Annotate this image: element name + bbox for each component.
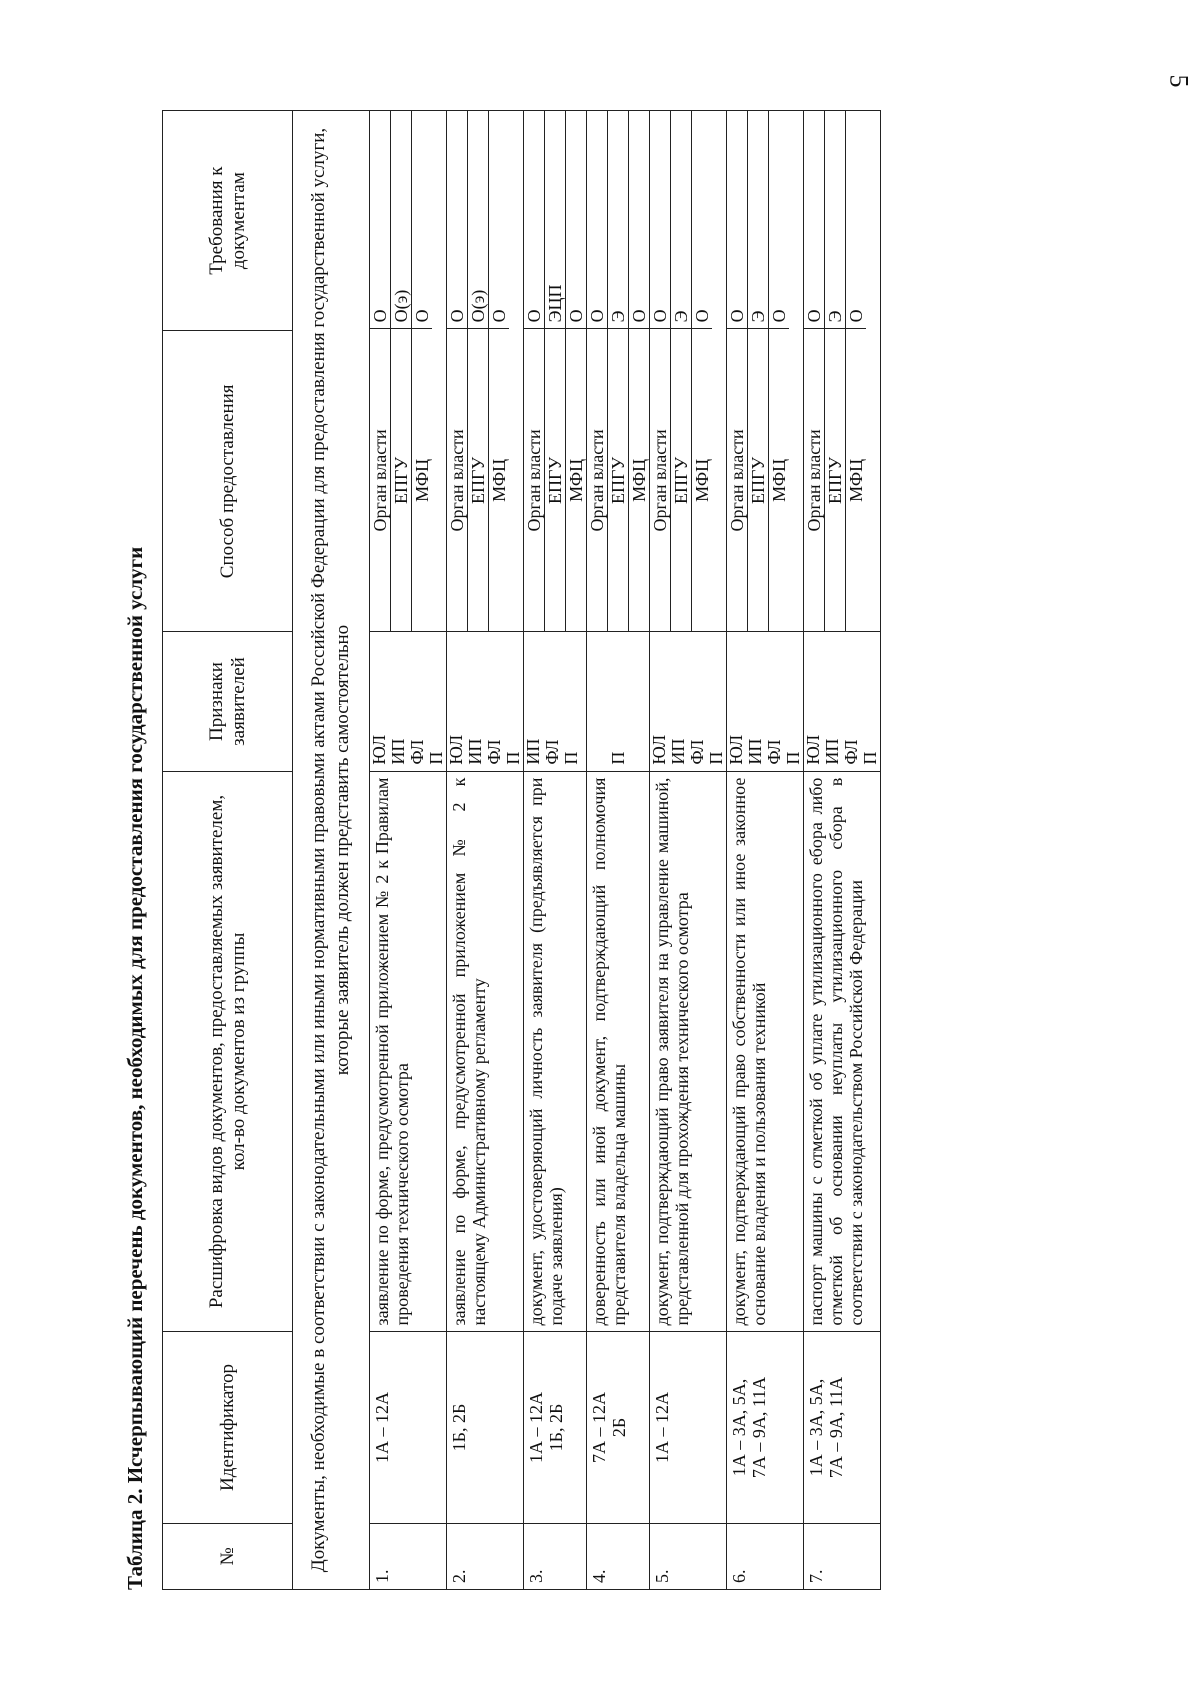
way-requirement: О — [769, 111, 790, 329]
row-identifier — [447, 1332, 524, 1523]
applicant-sign: П — [706, 751, 726, 765]
table-row — [804, 111, 881, 1590]
ways-subtable — [650, 111, 712, 631]
identifier-line: 1А – 12А — [652, 1391, 672, 1463]
row-number: 3. — [524, 1523, 587, 1589]
row-ways — [447, 111, 524, 632]
row-ways — [650, 111, 727, 632]
applicant-sign: ЮЛ — [726, 734, 746, 765]
row-applicant-signs — [587, 632, 650, 771]
applicant-sign: ИП — [388, 738, 408, 765]
applicant-sign: П — [860, 751, 880, 765]
way-row — [608, 111, 629, 631]
row-number: 2. — [447, 1523, 524, 1589]
way-requirement: О — [587, 111, 608, 329]
way-row — [447, 111, 468, 631]
header-req: Требования к документам — [163, 111, 293, 331]
way-row — [825, 111, 846, 631]
way-method: Орган власти — [524, 429, 544, 532]
way-method: ЕПГУ — [391, 329, 412, 632]
way-requirement: О — [412, 111, 433, 329]
applicant-sign: ЮЛ — [369, 734, 389, 765]
ways-subtable — [727, 111, 789, 631]
way-requirement: О — [489, 111, 510, 329]
applicant-sign: ИП — [668, 738, 688, 765]
way-method: МФЦ — [566, 329, 587, 632]
header-id: Идентификатор — [163, 1332, 293, 1523]
applicant-sign: П — [426, 751, 446, 765]
way-row — [489, 111, 510, 631]
applicant-sign: ЮЛ — [803, 734, 823, 765]
way-method: ЕПГУ — [468, 329, 489, 632]
identifier-line: 1Б, 2Б — [449, 1403, 469, 1452]
way-requirement: О — [650, 111, 671, 329]
applicant-sign: ИП — [465, 738, 485, 765]
identifier-line: 1А – 12А — [372, 1391, 392, 1463]
way-row — [391, 111, 412, 631]
row-identifier — [727, 1332, 804, 1523]
way-requirement: О — [846, 111, 867, 329]
way-requirement: О — [524, 111, 545, 329]
applicant-sign: ИП — [822, 738, 842, 765]
table-row — [524, 111, 587, 1590]
row-description: паспорт машины с отметкой об уплате утилизационного ебора либо отметкой об основании неуплаты утилизационного сбора в соответствии с законодательством Российской Федерации — [804, 771, 881, 1332]
applicant-sign: ИП — [523, 738, 543, 765]
identifier-line: 1А – 3А, 5А, — [806, 1378, 826, 1477]
header-way: Способ предоставления — [163, 331, 293, 632]
row-number: 5. — [650, 1523, 727, 1589]
way-method: ЕПГУ — [671, 329, 692, 632]
way-row — [769, 111, 790, 631]
way-row — [370, 111, 391, 631]
page-number: 5 — [1164, 74, 1194, 88]
way-requirement: О — [447, 111, 468, 329]
table-row — [727, 111, 804, 1590]
row-applicant-signs — [370, 632, 447, 771]
way-method: ЕПГУ — [748, 329, 769, 632]
table-row — [650, 111, 727, 1590]
way-row — [846, 111, 867, 631]
documents-table — [162, 110, 881, 1590]
applicant-sign: ФЛ — [841, 739, 861, 765]
identifier-line: 7А – 9А, 11А — [826, 1376, 846, 1479]
header-signs: Признаки заявителей — [163, 632, 293, 771]
row-applicant-signs — [447, 632, 524, 771]
identifier-line: 2Б — [609, 1417, 629, 1438]
way-row — [727, 111, 748, 631]
way-requirement: О — [370, 111, 391, 329]
way-method: Орган власти — [804, 429, 824, 532]
row-ways — [587, 111, 650, 632]
section-row — [293, 111, 370, 1590]
way-row — [671, 111, 692, 631]
row-description: документ, удостоверяющий личность заявителя (предъявляется при подаче заявления) — [524, 771, 587, 1332]
way-method: Орган власти — [650, 429, 670, 532]
way-requirement: Э — [825, 111, 846, 329]
section-title: Документы, необходимые в соответствии с законодательными или иными нормативными правовыми актами Российской Федерации для предоставления государственной услуги, которые заявитель должен представить самостоятельно — [293, 111, 370, 1590]
applicant-sign: П — [561, 751, 581, 765]
way-row — [468, 111, 489, 631]
way-requirement: О — [629, 111, 650, 329]
row-applicant-signs — [524, 632, 587, 771]
way-requirement: О(э) — [468, 111, 489, 329]
way-row — [545, 111, 566, 631]
way-method: МФЦ — [489, 329, 510, 632]
identifier-line: 1Б, 2Б — [546, 1403, 566, 1452]
identifier-line: 1А – 3А, 5А, — [729, 1378, 749, 1477]
way-method: ЕПГУ — [825, 329, 846, 632]
applicant-sign: П — [607, 751, 628, 765]
way-method: Орган власти — [727, 429, 747, 532]
ways-subtable — [447, 111, 509, 631]
header-num: № — [163, 1523, 293, 1589]
way-method: Орган власти — [447, 429, 467, 532]
row-ways — [727, 111, 804, 632]
identifier-line: 1А – 12А — [526, 1391, 546, 1463]
row-number: 1. — [370, 1523, 447, 1589]
row-number: 4. — [587, 1523, 650, 1589]
way-row — [587, 111, 608, 631]
way-method: ЕПГУ — [608, 329, 629, 632]
ways-subtable — [370, 111, 432, 631]
row-ways — [524, 111, 587, 632]
applicant-sign: ФЛ — [764, 739, 784, 765]
applicant-sign: ФЛ — [484, 739, 504, 765]
way-method: МФЦ — [692, 329, 713, 632]
row-identifier — [650, 1332, 727, 1523]
row-applicant-signs — [804, 632, 881, 771]
way-requirement: ЭЦП — [545, 111, 566, 329]
row-identifier — [370, 1332, 447, 1523]
applicant-sign: ЮЛ — [446, 734, 466, 765]
row-identifier — [587, 1332, 650, 1523]
way-requirement: О — [804, 111, 825, 329]
way-row — [629, 111, 650, 631]
way-method: Орган власти — [370, 429, 390, 532]
row-description: документ, подтверждающий право собственности или иное законное основание владения и пользования техникой — [727, 771, 804, 1332]
way-requirement: Э — [671, 111, 692, 329]
table-row — [370, 111, 447, 1590]
way-row — [692, 111, 713, 631]
way-requirement: О — [727, 111, 748, 329]
way-requirement: О — [566, 111, 587, 329]
applicant-sign: ЮЛ — [649, 734, 669, 765]
applicant-sign: ФЛ — [407, 739, 427, 765]
applicant-sign: П — [503, 751, 523, 765]
identifier-line: 7А – 12А — [589, 1391, 609, 1463]
identifier-line: 7А – 9А, 11А — [749, 1376, 769, 1479]
table-title: Таблица 2. Исчерпывающий перечень документов, необходимых для предоставления государственной услуги — [123, 546, 147, 1590]
table-header-row — [163, 111, 293, 1590]
way-requirement: Э — [608, 111, 629, 329]
row-identifier — [524, 1332, 587, 1523]
table-row — [447, 111, 524, 1590]
way-row — [566, 111, 587, 631]
row-number: 7. — [804, 1523, 881, 1589]
ways-subtable — [804, 111, 866, 631]
way-requirement: Э — [748, 111, 769, 329]
row-number: 6. — [727, 1523, 804, 1589]
way-row — [804, 111, 825, 631]
rotated-page-content — [120, 80, 1120, 1590]
way-row — [650, 111, 671, 631]
row-description: заявление по форме, предусмотренной приложением № 2 к настоящему Административному регламенту — [447, 771, 524, 1332]
way-requirement: О(э) — [391, 111, 412, 329]
applicant-sign: ФЛ — [542, 739, 562, 765]
applicant-sign: П — [783, 751, 803, 765]
row-identifier — [804, 1332, 881, 1523]
way-method: МФЦ — [412, 329, 433, 632]
way-row — [412, 111, 433, 631]
ways-subtable — [587, 111, 649, 631]
row-description: документ, подтверждающий право заявителя на управление машиной, представленной для прохождения технического осмотра — [650, 771, 727, 1332]
applicant-sign: ИП — [745, 738, 765, 765]
row-description: заявление по форме, предусмотренной приложением № 2 к Правилам проведения технического осмотра — [370, 771, 447, 1332]
row-ways — [804, 111, 881, 632]
way-requirement: О — [692, 111, 713, 329]
way-row — [524, 111, 545, 631]
header-desc: Расшифровка видов документов, предоставляемых заявителем, кол-во документов из группы — [163, 771, 293, 1332]
way-method: Орган власти — [587, 429, 607, 532]
row-applicant-signs — [650, 632, 727, 771]
row-ways — [370, 111, 447, 632]
ways-subtable — [524, 111, 586, 631]
way-row — [748, 111, 769, 631]
table-row — [587, 111, 650, 1590]
applicant-sign: ФЛ — [687, 739, 707, 765]
way-method: ЕПГУ — [545, 329, 566, 632]
way-method: МФЦ — [769, 329, 790, 632]
row-description: доверенность или иной документ, подтверждающий полномочия представителя владельца машины — [587, 771, 650, 1332]
row-applicant-signs — [727, 632, 804, 771]
way-method: МФЦ — [629, 329, 650, 632]
way-method: МФЦ — [846, 329, 867, 632]
